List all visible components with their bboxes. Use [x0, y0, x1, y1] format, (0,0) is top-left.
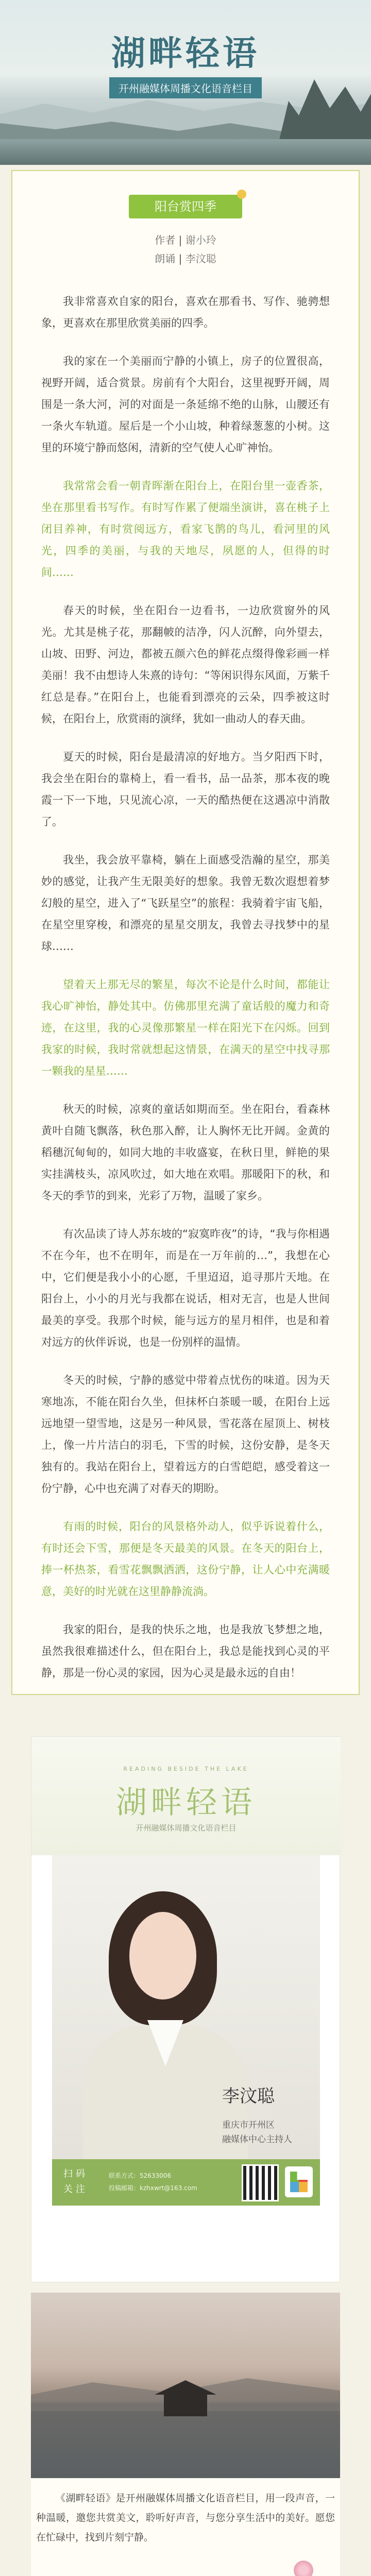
host-role [222, 2118, 320, 2147]
lake-pavilion-photo [31, 2293, 340, 2478]
brand-logo-icon [285, 2166, 313, 2197]
reader-line: 朗诵 | 李汶聪 [155, 252, 216, 265]
author-card-banner [31, 1737, 341, 1855]
article-paragraph: 秋天的时候，凉爽的童话如期而至。坐在阳台，看森林黄叶自随飞飘落，秋色那入醉，让人胸怀无比开阔。金黄的稻穗沉甸甸的，如同大地的丰收盛宴，在秋日里，鲜艳的果实挂满枝头，凉风吹过，如大地在欢唱。那暖阳下的秋，和冬天的季节的到来，光彩了万物，温暖了家乡。 [41, 1103, 330, 1202]
article-paragraph: 有次品读了诗人苏东坡的“寂寞昨夜”的诗，“我与你相遇不在今年，也不在明年，而是在一万年前的…”，我想在心中，它们便是我小小的心愿，千里迢迢，追寻那片天地。在阳台上，小小的月光与我都在说话，相对无言，也是人世间最美的享受。我那个时候，能与远方的星月相伴，也是和着对远方的伙伴诉说，也是一份别样的温情。 [41, 1228, 330, 1348]
article-paragraph: 我非常喜欢自家的阳台，喜欢在那看书、写作、驰骋想象，更喜欢在那里欣赏美丽的四季。 [41, 295, 330, 329]
banner-lake [0, 139, 371, 165]
flower-decoration [263, 2550, 340, 2576]
program-intro: 《湖畔轻语》是开州融媒体周播文化语音栏目，用一段声音，一种温暖，邀您共赏美文，聆听好声音，与您分享生活中的美好。愿您在忙碌中，找到片刻宁静。 [36, 2493, 335, 2543]
host-photo [52, 1855, 320, 2159]
footer-section [31, 2293, 340, 2576]
banner-subtitle: 开州融媒体周播文化语音栏目 [109, 77, 262, 98]
article-paragraph: 望着天上那无尽的繁星，每次不论是什么时间，都能让我心旷神怡，静处其中。仿佛那里充满了童话般的魔力和奇迹，在这里，我的心灵像那繁星一样在阳光下在闪烁。回到我家的时候，我时常就想起这情景，在满天的星空中找寻那一颗我的星星…… [41, 978, 330, 1077]
article-paragraph: 夏天的时候，阳台是最清凉的好地方。当夕阳西下时，我会坐在阳台的靠椅上，看一看书，品一品茶，那本夜的晚霞一下一下地，只见流心凉，一天的酷热便在这遇凉中消散了。 [41, 751, 330, 828]
author-card [31, 1736, 340, 2282]
author-card-subtitle: 开州融媒体周播文化语音栏目 [136, 1823, 237, 1833]
header-banner [0, 0, 371, 165]
article-body [41, 291, 330, 1684]
author-card-phone: 联系方式：52633006 [109, 2172, 172, 2179]
article-paragraph: 我坐，我会放平靠椅，躺在上面感受浩瀚的星空，那美妙的感觉，让我产生无限美好的想象。我曾无数次遐想着梦幻般的星空，进入了“飞跃星空”的旅程：我骑着宇宙飞船，在星空里穿梭，和漂亮的星星交朋友，我曾去寻找梦中的星球…… [41, 854, 330, 953]
host-role-line1: 重庆市开州区 [222, 2120, 275, 2130]
author-card-email: 投稿邮箱：kzhxwrt@163.com [109, 2184, 197, 2192]
flower-icon [294, 2561, 313, 2576]
article-meta [41, 231, 330, 268]
article-card [11, 170, 360, 1695]
author-card-title: 湖畔轻语 [116, 1785, 256, 1821]
article-paragraph: 我的家在一个美丽而宁静的小镇上，房子的位置很高，视野开阔，适合赏景。房前有个大阳台，这里视野开阔，周围是一条大河，河的对面是一条延绵不绝的山脉，山腰还有一条火车轨道。屋后是一个小山坡，种着绿葱葱的小树。这里的环境宁静而悠闲，清新的空气使人心旷神怡。 [41, 355, 330, 454]
author-label: 作者 [155, 234, 176, 246]
follow-label: 扫码关注 [63, 2168, 88, 2195]
reader-label: 朗诵 [155, 252, 176, 265]
article-paragraph: 我家的阳台，是我的快乐之地，也是我放飞梦想之地，虽然我很难描述什么，但在阳台上，我总是能找到心灵的平静，那是一份心灵的家园，因为心灵是最永远的自由！ [41, 1623, 330, 1679]
reader-name: 李汶聪 [185, 252, 216, 265]
banner-title: 湖畔轻语 [111, 33, 260, 73]
photo-pavilion [155, 2380, 216, 2416]
article-title: 阳台赏四季 [155, 199, 216, 214]
decor-dot-icon [237, 190, 246, 199]
author-line: 作者 | 谢小玲 [155, 234, 216, 246]
host-role-line2: 融媒体中心主持人 [222, 2134, 292, 2145]
article-paragraph: 春天的时候，坐在阳台一边看书，一边欣赏窗外的风光。尤其是桃子花，那翻帔的洁净，闪人沉醉，向外望去，山坡、田野、河边，都被五颜六色的鲜花点缀得像彩画一样美丽！我不由想诗人朱熹的诗句：“等闲识得东风面，万紫千红总是春。”在阳台上，也能看到漂亮的云朵，四季被这时候，在阳台上，欣赏雨的演绎，犹如一曲动人的春天曲。 [41, 604, 330, 725]
host-name: 李汶聪 [222, 2086, 275, 2107]
author-card-footer [52, 2159, 320, 2206]
article-paragraph: 我常常会看一朝青晖渐在阳台上，在阳台里一壶香茶，坐在那里看书写作。有时写作累了便端坐演讲，喜在桃子上闭目养神，有时赏阅远方，看家飞鹊的鸟儿，看河里的风光，四季的美丽，与我的天地尽，夙愿的人，但得的时间…… [41, 480, 330, 579]
author-card-reading-text: READING BESIDE THE LAKE [123, 1766, 249, 1772]
host-face [129, 1912, 196, 1999]
author-card-contact [109, 2170, 197, 2194]
article-paragraph: 有雨的时候，阳台的风景格外动人，似乎诉说着什么，有时还会下雪，那便是冬天最美的风景。在冬天的阳台上，捧一杯热茶，看雪花飘飘洒洒，这份宁静，让人心中充满暖意，美好的时光就在这里静静流淌。 [41, 1520, 330, 1598]
article-title-tag [129, 195, 242, 218]
qr-code-icon[interactable] [242, 2164, 279, 2201]
author-name: 谢小玲 [185, 234, 216, 246]
article-paragraph: 冬天的时候，宁静的感觉中带着点忧伤的味道。因为天寒地冻，不能在阳台久坐，但抹杯白茶暖一暖，在阳台上远远地望一望雪地，这是另一种风景，雪花落在屋顶上、树枝上，像一片片洁白的羽毛，下雪的时候，这份安静，是冬天独有的。我站在阳台上，望着远方的白雪皑皑，感受着这一份宁静，心中也充满了对春天的期盼。 [41, 1374, 330, 1495]
